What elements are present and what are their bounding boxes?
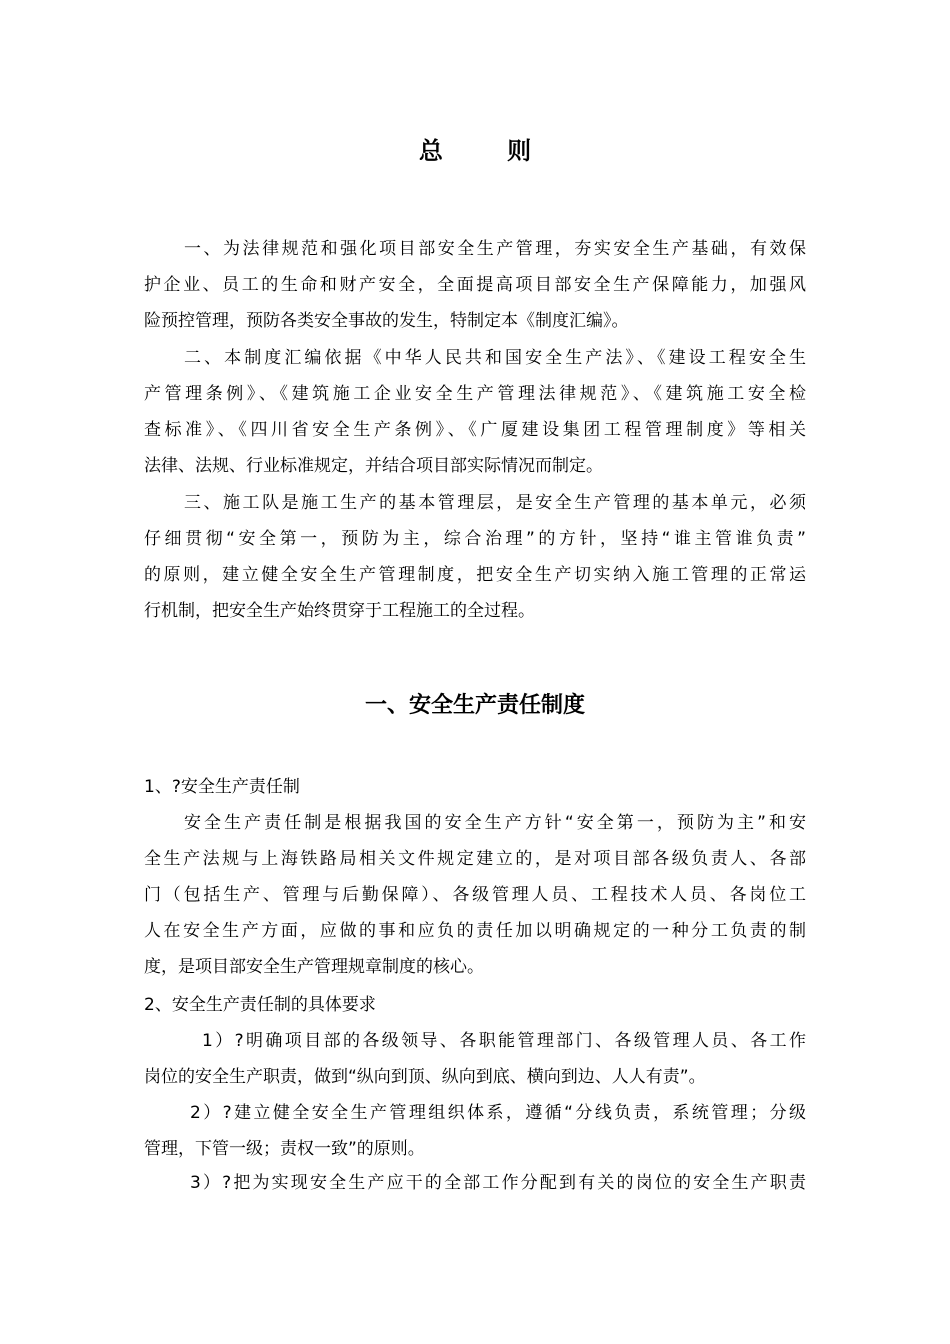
text-line: 3）?把为实现安全生产应干的全部工作分配到有关的岗位的安全生产职责 bbox=[190, 1173, 806, 1193]
text-line: 2）?建立健全安全生产管理组织体系，遵循“分线负责，系统管理；分级 bbox=[190, 1103, 806, 1123]
heading-2 bbox=[144, 987, 806, 1023]
text-line: 仔细贯彻“安全第一，预防为主，综合治理”的方针，坚持“谁主管谁负责” bbox=[144, 529, 806, 549]
text-line: 全生产法规与上海铁路局相关文件规定建立的，是对项目部各级负责人、各部 bbox=[144, 849, 806, 869]
requirement-item-3 bbox=[144, 1165, 806, 1201]
definition-paragraph bbox=[144, 805, 806, 985]
text-line: 查标准》、《四川省安全生产条例》、《广厦建设集团工程管理制度》等相关 bbox=[144, 420, 806, 440]
text-line: 产管理条例》、《建筑施工企业安全生产管理法律规范》、《建筑施工安全检 bbox=[144, 384, 806, 404]
main-title: 总 则 bbox=[418, 137, 560, 165]
general-paragraph-1 bbox=[144, 231, 806, 339]
general-paragraph-3 bbox=[144, 485, 806, 629]
text-line: 三、施工队是施工生产的基本管理层，是安全生产管理的基本单元，必须 bbox=[184, 493, 806, 513]
section-title: 一、安全生产责任制度 bbox=[364, 693, 585, 718]
heading-1 bbox=[144, 769, 806, 805]
general-paragraph-2 bbox=[144, 340, 806, 484]
text-line: 安全生产责任制是根据我国的安全生产方针“安全第一，预防为主”和安 bbox=[184, 813, 806, 833]
subheading: 2、安全生产责任制的具体要求 bbox=[144, 995, 376, 1015]
text-line: 人在安全生产方面，应做的事和应负的责任加以明确规定的一种分工负责的制 bbox=[144, 921, 806, 941]
text-line: 护企业、员工的生命和财产安全，全面提高项目部安全生产保障能力，加强风 bbox=[144, 275, 806, 295]
subheading: 1、?安全生产责任制 bbox=[144, 777, 300, 797]
text-line: 岗位的安全生产职责，做到“纵向到顶、纵向到底、横向到边、人人有责”。 bbox=[144, 1067, 706, 1087]
text-line: 一、为法律规范和强化项目部安全生产管理，夯实安全生产基础，有效保 bbox=[184, 239, 806, 259]
text-line: 管理，下管一级；责权一致”的原则。 bbox=[144, 1139, 425, 1159]
text-line: 行机制，把安全生产始终贯穿于工程施工的全过程。 bbox=[144, 601, 535, 621]
text-line: 法律、法规、行业标准规定，并结合项目部实际情况而制定。 bbox=[144, 456, 603, 476]
requirement-item-2 bbox=[144, 1095, 806, 1167]
text-line: 险预控管理，预防各类安全事故的发生，特制定本《制度汇编》。 bbox=[144, 311, 629, 331]
text-line: 的原则，建立健全安全生产管理制度，把安全生产切实纳入施工管理的正常运 bbox=[144, 565, 806, 585]
text-line: 度，是项目部安全生产管理规章制度的核心。 bbox=[144, 957, 484, 977]
text-line: 1）?明确项目部的各级领导、各职能管理部门、各级管理人员、各工作 bbox=[202, 1031, 806, 1051]
text-line: 二、本制度汇编依据《中华人民共和国安全生产法》、《建设工程安全生 bbox=[184, 348, 806, 368]
text-line: 门（包括生产、管理与后勤保障）、各级管理人员、工程技术人员、各岗位工 bbox=[144, 885, 806, 905]
requirement-item-1 bbox=[144, 1023, 806, 1095]
